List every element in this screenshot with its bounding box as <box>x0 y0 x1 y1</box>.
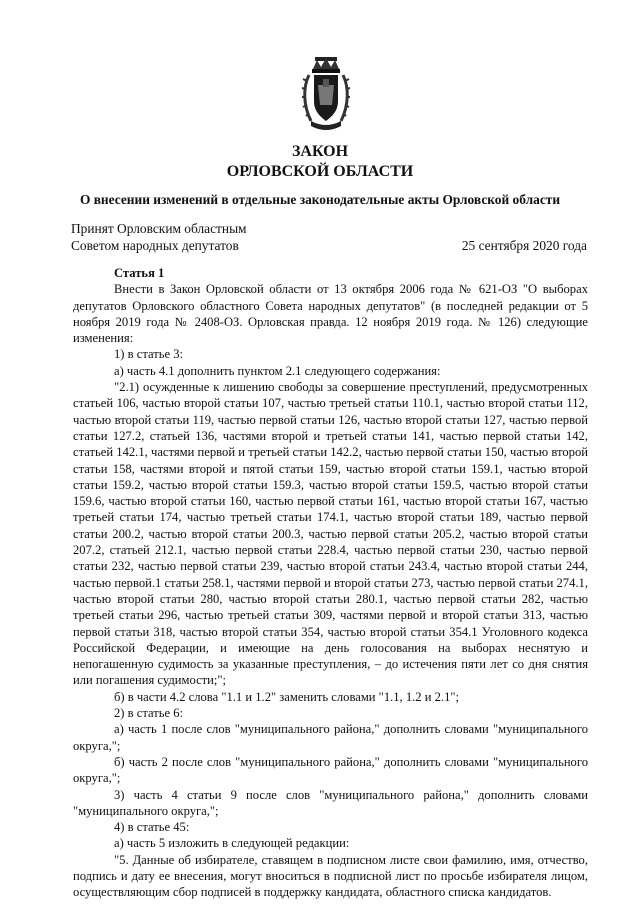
paragraph: "2.1) осужденные к лишению свободы за совершение преступлений, предусмотренных статьей 106, частью второй статьи 107, частью третьей статьи 110.1, частью второй статьи 112, частью второй статьи 119, частью первой статьи 126, частью второй статьи 127, частью первой статьи 127.2, статьей 136, частями второй и третьей статьи 141, частью первой статьи 142, статьей 142.1, частями первой и третьей статьи 142.2, частью первой статьи 150, частью второй статьи 158, частями второй и пятой статьи 159, частью второй статьи 159.1, частью второй статьи 159.2, частью второй статьи 159.3, частью второй статьи 159.5, частью второй статьи 159.6, частью второй статьи 160, частью первой статьи 161, частью второй статьи 167, частью третьей статьи 174, частью третьей статьи 174.1, частью второй статьи 189, частью первой статьи 200.2, частью второй статьи 200.3, частью первой статьи 205.2, частью второй статьи 207.2, статьей 212.1, частью первой статьи 228.4, частью первой статьи 230, частью первой статьи 232, частью первой статьи 239, частью второй статьи 243.4, частью второй статьи 244, частью первой.1 статьи 258.1, частями первой и второй статьи 273, частью первой статьи 274.1, частью второй статьи 280, частью второй статьи 280.1, частью первой статьи 282, частью третьей статьи 296, частью третьей статьи 309, частями первой и второй статьи 313, частью первой статьи 318, частью второй статьи 354, частью второй статьи 354.1 Уголовного кодекса Российской Федерации, и имеющие на день голосования на выборах неснятую и непогашенную судимость за указанные преступления, – до истечения пяти лет со дня снятия или погашения судимости;"; <box>73 380 588 688</box>
paragraph: 1) в статье 3: <box>114 347 184 362</box>
document-title: ЗАКОН <box>291 143 349 160</box>
adoption-block <box>71 221 247 254</box>
document-title-region: ОРЛОВСКОЙ ОБЛАСТИ <box>226 163 414 180</box>
document-body <box>73 265 588 901</box>
paragraph: а) часть 1 после слов "муниципального района," дополнить словами "муниципального округа,"; <box>73 722 588 753</box>
adoption-line-2: Советом народных депутатов <box>71 237 239 253</box>
paragraph: "5. Данные об избирателе, ставящем в подписном листе свои фамилию, имя, отчество, подпись и дату ее внесения, могут вноситься в подписной лист по просьбе избирателя лицом, осуществляющим сбор подписей в поддержку кандидата, областного списка кандидатов. <box>73 852 588 900</box>
paragraph: а) часть 5 изложить в следующей редакции: <box>114 836 350 851</box>
paragraph: б) часть 2 после слов "муниципального района," дополнить словами "муниципального округа,"; <box>73 754 588 786</box>
paragraph: 4) в статье 45: <box>114 820 190 835</box>
paragraph: а) часть 4.1 дополнить пунктом 2.1 следующего содержания: <box>114 363 441 378</box>
article-heading: Статья 1 <box>114 266 165 280</box>
adoption-date: 25 сентября 2020 года <box>461 238 587 253</box>
paragraph: 3) часть 4 статьи 9 после слов "муниципального района," дополнить словами "муниципального округа,"; <box>73 787 588 818</box>
coat-of-arms-icon <box>301 55 351 135</box>
paragraph: 2) в статье 6: <box>114 706 184 721</box>
adoption-line-1: Принят Орловским областным <box>71 221 247 236</box>
paragraph: б) в части 4.2 слова "1.1 и 1.2" заменить словами "1.1, 1.2 и 2.1"; <box>114 689 460 704</box>
document-subtitle: О внесении изменений в отдельные законодательные акты Орловской области <box>79 192 561 207</box>
paragraph: Внести в Закон Орловской области от 13 октября 2006 года № 621-ОЗ "О выборах депутатов Орловского областного Совета народных депутатов" (в последней редакции от 5 ноября 2019 года № 2408-ОЗ. Орловская правда. 12 ноября 2019 года. № 126) следующие изменения: <box>73 282 588 346</box>
